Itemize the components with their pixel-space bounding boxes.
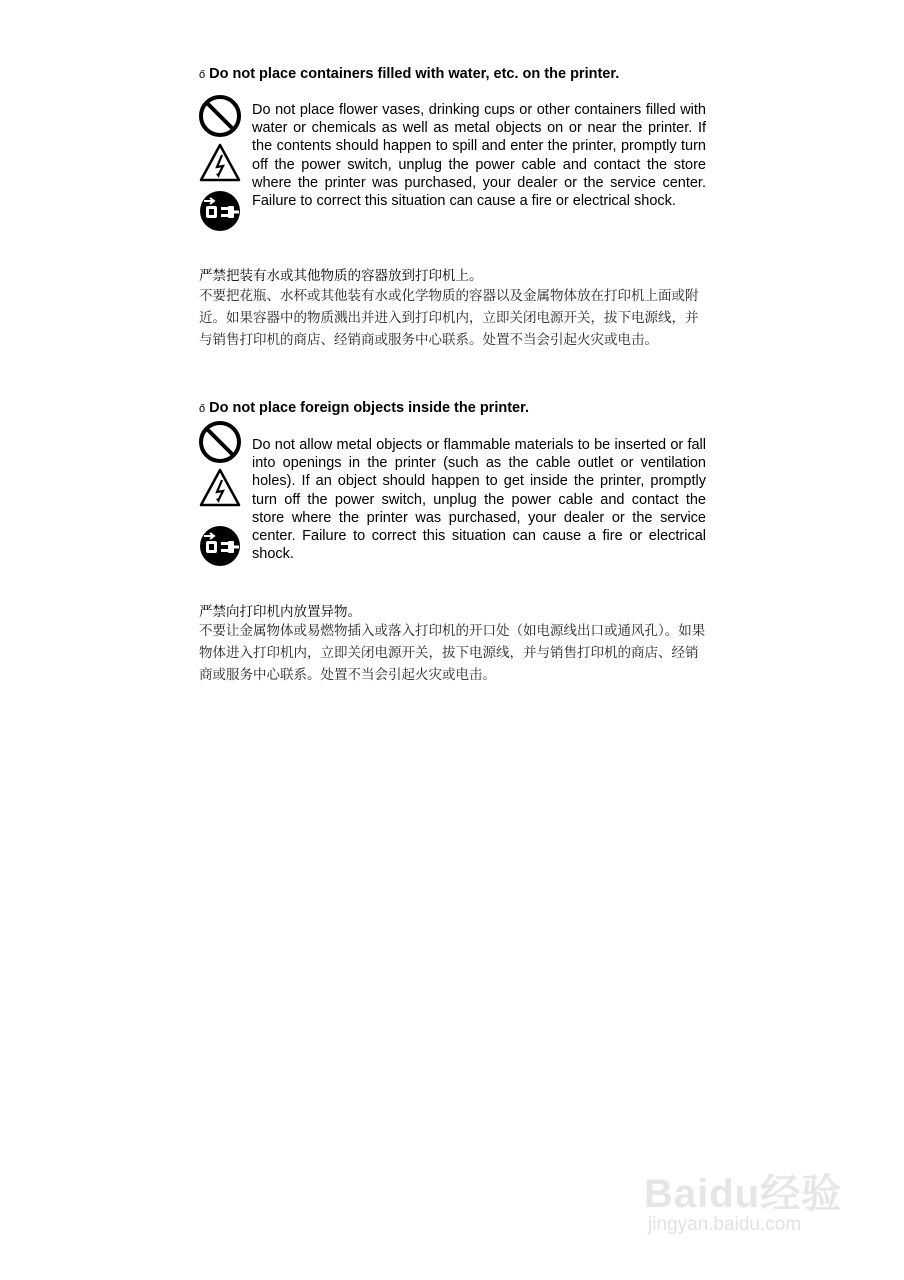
- section-body-en: Do not allow metal objects or flammable materials to be inserted or fall into openings in the printer (such as the cable outlet or ventilation holes). If an object should happen to get inside the printer, promptly turn off the power switch, unplug the power cable and contact the store where the printer was purchased, your dealer or the service center. Failure to correct this situation can cause a fire or electrical shock.: [252, 437, 706, 563]
- prohibited-icon: [198, 94, 242, 138]
- section-body-cn: 不要让金属物体或易燃物插入或落入打印机的开口处（如电源线出口或通风孔）。如果物体进入打印机内，立即关闭电源开关，拔下电源线，并与销售打印机的商店、经销商或服务中心联系。处置不当会引起火灾或电击。: [199, 623, 706, 683]
- watermark-url: jingyan.baidu.com: [648, 1214, 802, 1235]
- bullet-icon: ő: [199, 69, 206, 81]
- watermark-logo: Baidu经验: [644, 1172, 843, 1216]
- section-body-cn: 不要把花瓶、水杯或其他装有水或化学物质的容器以及金属物体放在打印机上面或附近。如果容器中的物质溅出并进入到打印机内，立即关闭电源开关，拔下电源线，并与销售打印机的商店、经销商或服务中心联系。处置不当会引起火灾或电击。: [199, 288, 699, 348]
- bullet-icon: ő: [199, 403, 206, 415]
- section-heading-cn: 严禁向打印机内放置异物。: [199, 604, 361, 620]
- section-heading: ő Do not place containers filled with water, etc. on the printer.: [199, 66, 620, 82]
- baidu-watermark: [644, 1162, 844, 1258]
- electric-shock-warning-icon: [198, 466, 242, 510]
- electric-shock-warning-icon: [198, 141, 242, 185]
- unplug-power-icon: [198, 189, 242, 233]
- section-heading-cn: 严禁把装有水或其他物质的容器放到打印机上。: [199, 268, 483, 284]
- unplug-power-icon: [198, 524, 242, 568]
- prohibited-icon: [198, 420, 242, 464]
- section-body-en: Do not place flower vases, drinking cups or other containers filled with water or chemicals as well as metal objects on or near the printer. If the contents should happen to spill and enter the printer, promptly turn off the power switch, unplug the power cable and contact the store where the printer was purchased, your dealer or the service center. Failure to correct this situation can cause a fire or electrical shock.: [252, 102, 706, 210]
- section-heading: ő Do not place foreign objects inside the printer.: [199, 400, 529, 416]
